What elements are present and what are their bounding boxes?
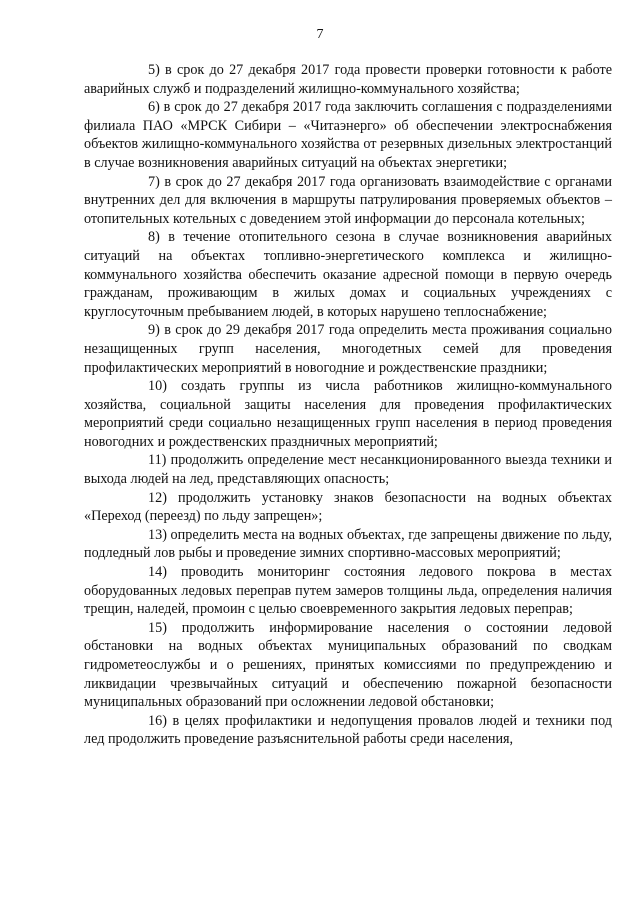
- page-number: 7: [316, 27, 324, 42]
- paragraph-item-6: 6) в срок до 27 декабря 2017 года заключить соглашения с подразделениями филиала ПАО «МРСК Сибири – «Читаэнерго» об обеспечении электроснабжения объектов жилищно-коммунального хозяйства от резервных дизельных электростанций в случае возникновения аварийных ситуаций на объектах энергетики;: [84, 99, 612, 171]
- paragraph-item-7: 7) в срок до 27 декабря 2017 года организовать взаимодействие с органами внутренних дел для включения в маршруты патрулирования проверяемых объектов – отопительных котельных с доведением этой информации до персонала котельных;: [84, 173, 612, 227]
- paragraph-item-13: 13) определить места на водных объектах, где запрещены движение по льду, подледный лов рыбы и проведение зимних спортивно-массовых мероприятий;: [84, 526, 612, 562]
- paragraph-item-16: 16) в целях профилактики и недопущения провалов людей и техники под лед продолжить проведение разъяснительной работы среди населения,: [84, 712, 612, 748]
- paragraph-item-10: 10) создать группы из числа работников жилищно-коммунального хозяйства, социальной защиты населения для проведения профилактических мероприятий среди социально незащищенных групп населения в период проведения новогодних и рождественских праздничных мероприятий;: [84, 378, 612, 450]
- paragraph-item-15: 15) продолжить информирование населения о состоянии ледовой обстановки на водных объектах муниципальных образований по сводкам гидрометеослужбы и о решениях, принятых комиссиями по предупреждению и ликвидации чрезвычайных ситуаций и обеспечению пожарной безопасности муниципальных образований при осложнении ледовой обстановки;: [84, 619, 612, 711]
- paragraph-item-9: 9) в срок до 29 декабря 2017 года определить места проживания социально незащищенных групп населения, многодетных семей для проведения профилактических мероприятий в новогодние и рождественские праздники;: [84, 322, 612, 376]
- document-body: [84, 61, 612, 749]
- paragraph-item-14: 14) проводить мониторинг состояния ледового покрова в местах оборудованных ледовых переправ путем замеров толщины льда, определения наличия трещин, наледей, промоин с целью своевременного закрытия ледовых переправ;: [84, 564, 612, 618]
- paragraph-item-11: 11) продолжить определение мест несанкционированного выезда техники и выхода людей на лед, представляющих опасность;: [84, 452, 612, 488]
- paragraph-item-12: 12) продолжить установку знаков безопасности на водных объектах «Переход (переезд) по льду запрещен»;: [84, 489, 612, 525]
- paragraph-item-5: 5) в срок до 27 декабря 2017 года провести проверки готовности к работе аварийных служб и подразделений жилищно-коммунального хозяйства;: [84, 62, 612, 97]
- paragraph-item-8: 8) в течение отопительного сезона в случае возникновения аварийных ситуаций на объектах топливно-энергетического комплекса и жилищно-коммунального хозяйства обеспечить оказание адресной помощи в первую очередь гражданам, проживающим в жилых домах и социальных учреждениях с круглосуточным пребыванием людей, в которых нарушено теплоснабжение;: [84, 229, 612, 320]
